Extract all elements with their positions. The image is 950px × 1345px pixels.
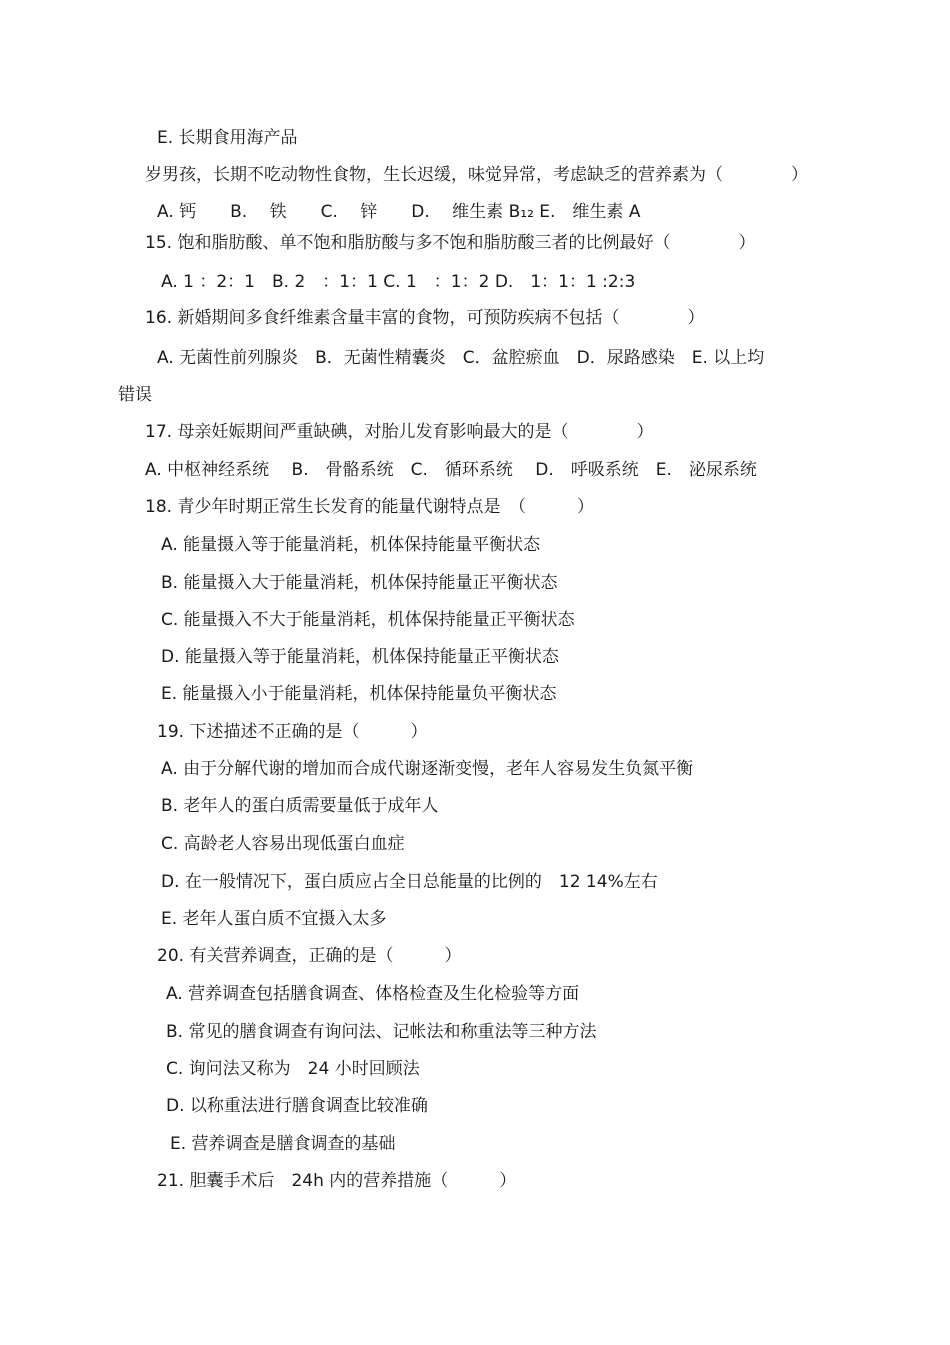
option-line: A. 能量摄入等于能量消耗，机体保持能量平衡状态	[161, 535, 541, 555]
option-line: B. 常见的膳食调查有询问法、记帐法和称重法等三种方法	[166, 1022, 597, 1042]
question-line: 15. 饱和脂肪酸、单不饱和脂肪酸与多不饱和脂肪酸三者的比例最好（ ）	[145, 233, 756, 253]
question-line: 21. 胆囊手术后 24h 内的营养措施（ ）	[157, 1171, 517, 1191]
option-line: D. 在一般情况下，蛋白质应占全日总能量的比例的 12 14%左右	[161, 872, 658, 892]
option-line: E. 营养调查是膳食调查的基础	[170, 1134, 396, 1154]
option-line: A. 营养调查包括膳食调查、体格检查及生化检验等方面	[166, 984, 580, 1004]
question-line: 岁男孩，长期不吃动物性食物，生长迟缓，味觉异常，考虑缺乏的营养素为（ ）	[145, 165, 808, 185]
option-line: C. 能量摄入不大于能量消耗，机体保持能量正平衡状态	[161, 610, 575, 630]
option-line: D. 以称重法进行膳食调查比较准确	[166, 1096, 428, 1116]
option-line: B. 老年人的蛋白质需要量低于成年人	[161, 796, 439, 816]
option-line: B. 能量摄入大于能量消耗，机体保持能量正平衡状态	[161, 573, 558, 593]
option-line: A. 中枢神经系统 B. 骨骼系统 C. 循环系统 D. 呼吸系统 E. 泌尿系统	[145, 460, 757, 480]
question-line: 18. 青少年时期正常生长发育的能量代谢特点是 （ ）	[145, 497, 594, 517]
option-line: C. 高龄老人容易出现低蛋白血症	[161, 834, 405, 854]
question-line: 17. 母亲妊娠期间严重缺碘，对胎儿发育影响最大的是（ ）	[145, 422, 654, 442]
question-line: 16. 新婚期间多食纤维素含量丰富的食物，可预防疾病不包括（ ）	[145, 308, 705, 328]
option-line: A. 无菌性前列腺炎 B．无菌性精囊炎 C．盆腔瘀血 D．尿路感染 E. 以上均	[157, 348, 765, 368]
option-line: A. 由于分解代谢的增加而合成代谢逐渐变慢，老年人容易发生负氮平衡	[161, 759, 694, 779]
question-line: 19. 下述描述不正确的是（ ）	[157, 722, 428, 742]
option-line: E. 能量摄入小于能量消耗，机体保持能量负平衡状态	[161, 684, 557, 704]
option-line-continued: 错误	[118, 385, 152, 405]
option-line: A. 钙 B. 铁 C. 锌 D. 维生素 B₁₂ E. 维生素 A	[157, 202, 641, 222]
option-line: D. 能量摄入等于能量消耗，机体保持能量正平衡状态	[161, 647, 559, 667]
question-line: 20. 有关营养调查，正确的是（ ）	[157, 946, 462, 966]
option-line: E. 长期食用海产品	[157, 128, 298, 148]
option-line: E. 老年人蛋白质不宜摄入太多	[161, 909, 387, 929]
option-line: C. 询问法又称为 24 小时回顾法	[166, 1059, 420, 1079]
option-line: A. 1 ：2：1 B. 2 ：1：1 C. 1 ：1：2 D. 1：1：1 :2:3	[161, 272, 636, 292]
